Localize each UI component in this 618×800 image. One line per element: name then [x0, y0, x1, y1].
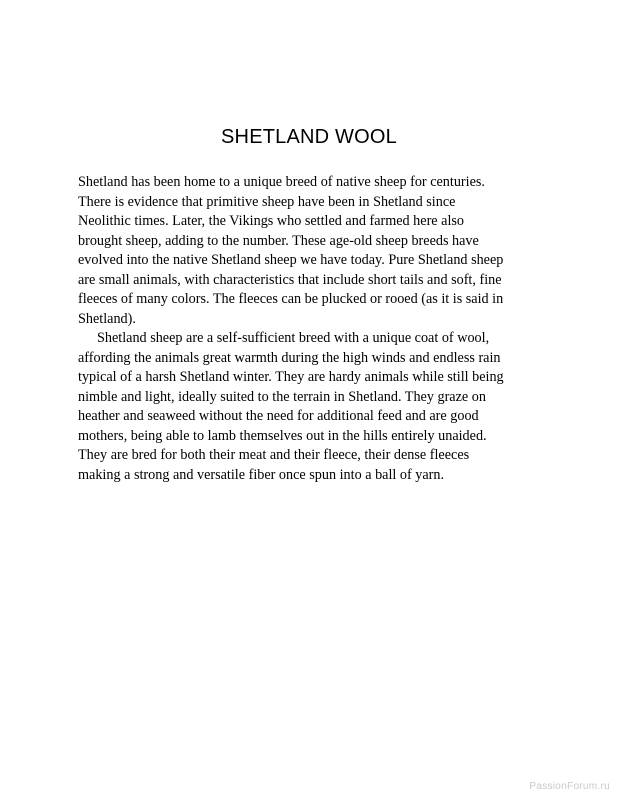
text-line: heather and seaweed without the need for additional feed and are good	[78, 408, 479, 424]
body-text	[78, 173, 538, 485]
text-line: Shetland).	[78, 310, 136, 327]
text-line: Neolithic times. Later, the Vikings who settled and farmed here also	[78, 213, 464, 229]
text-line: typical of a harsh Shetland winter. They are hardy animals while still being	[78, 369, 504, 385]
text-line: fleeces of many colors. The fleeces can be plucked or rooed (as it is said in	[78, 291, 504, 307]
text-line: nimble and light, ideally suited to the terrain in Shetland. They graze on	[78, 388, 486, 405]
watermark: PassionForum.ru	[529, 781, 610, 792]
text-line: Shetland has been home to a unique breed of native sheep for centuries.	[78, 174, 485, 190]
text-line: evolved into the native Shetland sheep we have today. Pure Shetland sheep	[78, 252, 504, 268]
text-line: affording the animals great warmth during the high winds and endless rain	[78, 349, 501, 366]
page-title: SHETLAND WOOL	[221, 126, 397, 148]
text-line: Shetland sheep are a self-sufficient breed with a unique coat of wool,	[97, 330, 490, 346]
text-line: There is evidence that primitive sheep have been in Shetland since	[78, 193, 456, 210]
text-line: mothers, being able to lamb themselves out in the hills entirely unaided.	[78, 427, 487, 444]
text-line: making a strong and versatile fiber once spun into a ball of yarn.	[78, 466, 445, 483]
text-line: are small animals, with characteristics that include short tails and soft, fine	[78, 271, 502, 288]
paragraph-1	[78, 173, 538, 329]
paragraph-2	[78, 329, 538, 485]
text-line: brought sheep, adding to the number. These age-old sheep breeds have	[78, 232, 479, 249]
text-line: They are bred for both their meat and their fleece, their dense fleeces	[78, 447, 470, 463]
